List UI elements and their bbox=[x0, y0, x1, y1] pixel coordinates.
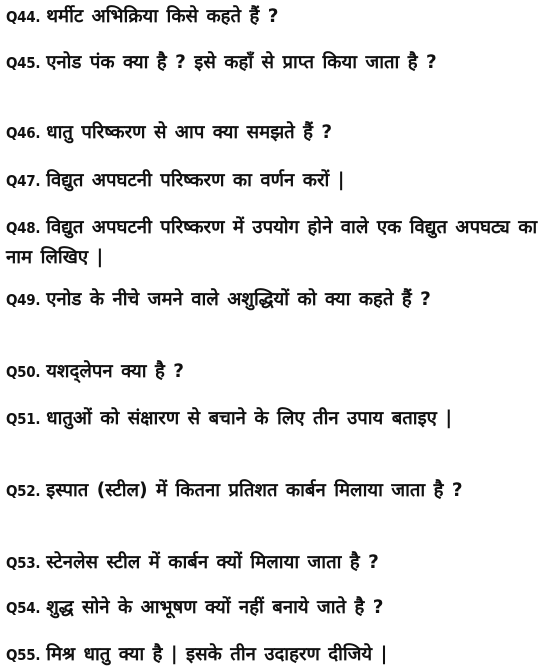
question-text: धातुओं को संक्षारण से बचाने के लिए तीन उपाय बताइए | bbox=[46, 408, 453, 429]
question-text: एनोड के नीचे जमने वाले अशुद्धियों को क्या कहते हैं ? bbox=[46, 289, 431, 310]
question-number: Q44. bbox=[6, 8, 41, 26]
question-number: Q50. bbox=[6, 363, 41, 381]
question-text: इस्पात (स्टील) में कितना प्रतिशत कार्बन मिलाया जाता है ? bbox=[46, 480, 463, 501]
question-text: शुद्ध सोने के आभूषण क्यों नहीं बनाये जाते है ? bbox=[46, 597, 384, 618]
question-item bbox=[6, 548, 538, 578]
question-item bbox=[6, 285, 538, 315]
question-item bbox=[6, 48, 538, 78]
question-item bbox=[6, 357, 538, 387]
question-item bbox=[6, 640, 538, 670]
question-number: Q47. bbox=[6, 172, 41, 190]
question-text: स्टेनलेस स्टील में कार्बन क्यों मिलाया जाता है ? bbox=[46, 552, 379, 573]
question-number: Q45. bbox=[6, 54, 41, 72]
question-number: Q53. bbox=[6, 554, 41, 572]
question-text: विद्युत अपघटनी परिष्करण का वर्णन करों | bbox=[46, 170, 345, 191]
question-number: Q55. bbox=[6, 646, 41, 664]
question-item bbox=[6, 2, 538, 32]
question-number: Q46. bbox=[6, 124, 41, 142]
question-text: यशद्लेपन क्या है ? bbox=[46, 361, 184, 382]
question-text: धातु परिष्करण से आप क्या समझते हैं ? bbox=[46, 122, 333, 143]
question-text: मिश्र धातु क्या है | इसके तीन उदाहरण दीजिये | bbox=[46, 644, 388, 665]
question-item bbox=[6, 166, 538, 196]
question-number: Q52. bbox=[6, 482, 41, 500]
question-number: Q51. bbox=[6, 410, 41, 428]
question-number: Q49. bbox=[6, 291, 41, 309]
question-item bbox=[6, 593, 538, 623]
question-number: Q48. bbox=[6, 219, 41, 237]
question-text: थर्मीट अभिक्रिया किसे कहते हैं ? bbox=[46, 6, 279, 27]
question-text: एनोड पंक क्या है ? इसे कहाँ से प्राप्त किया जाता है ? bbox=[46, 52, 437, 73]
question-number: Q54. bbox=[6, 599, 41, 617]
question-item bbox=[6, 118, 538, 148]
question-item bbox=[6, 404, 538, 434]
question-item bbox=[6, 213, 538, 272]
question-item bbox=[6, 476, 538, 506]
question-text: विद्युत अपघटनी परिष्करण में उपयोग होने वाले एक विद्युत अपघट्य का नाम लिखिए | bbox=[6, 217, 538, 268]
